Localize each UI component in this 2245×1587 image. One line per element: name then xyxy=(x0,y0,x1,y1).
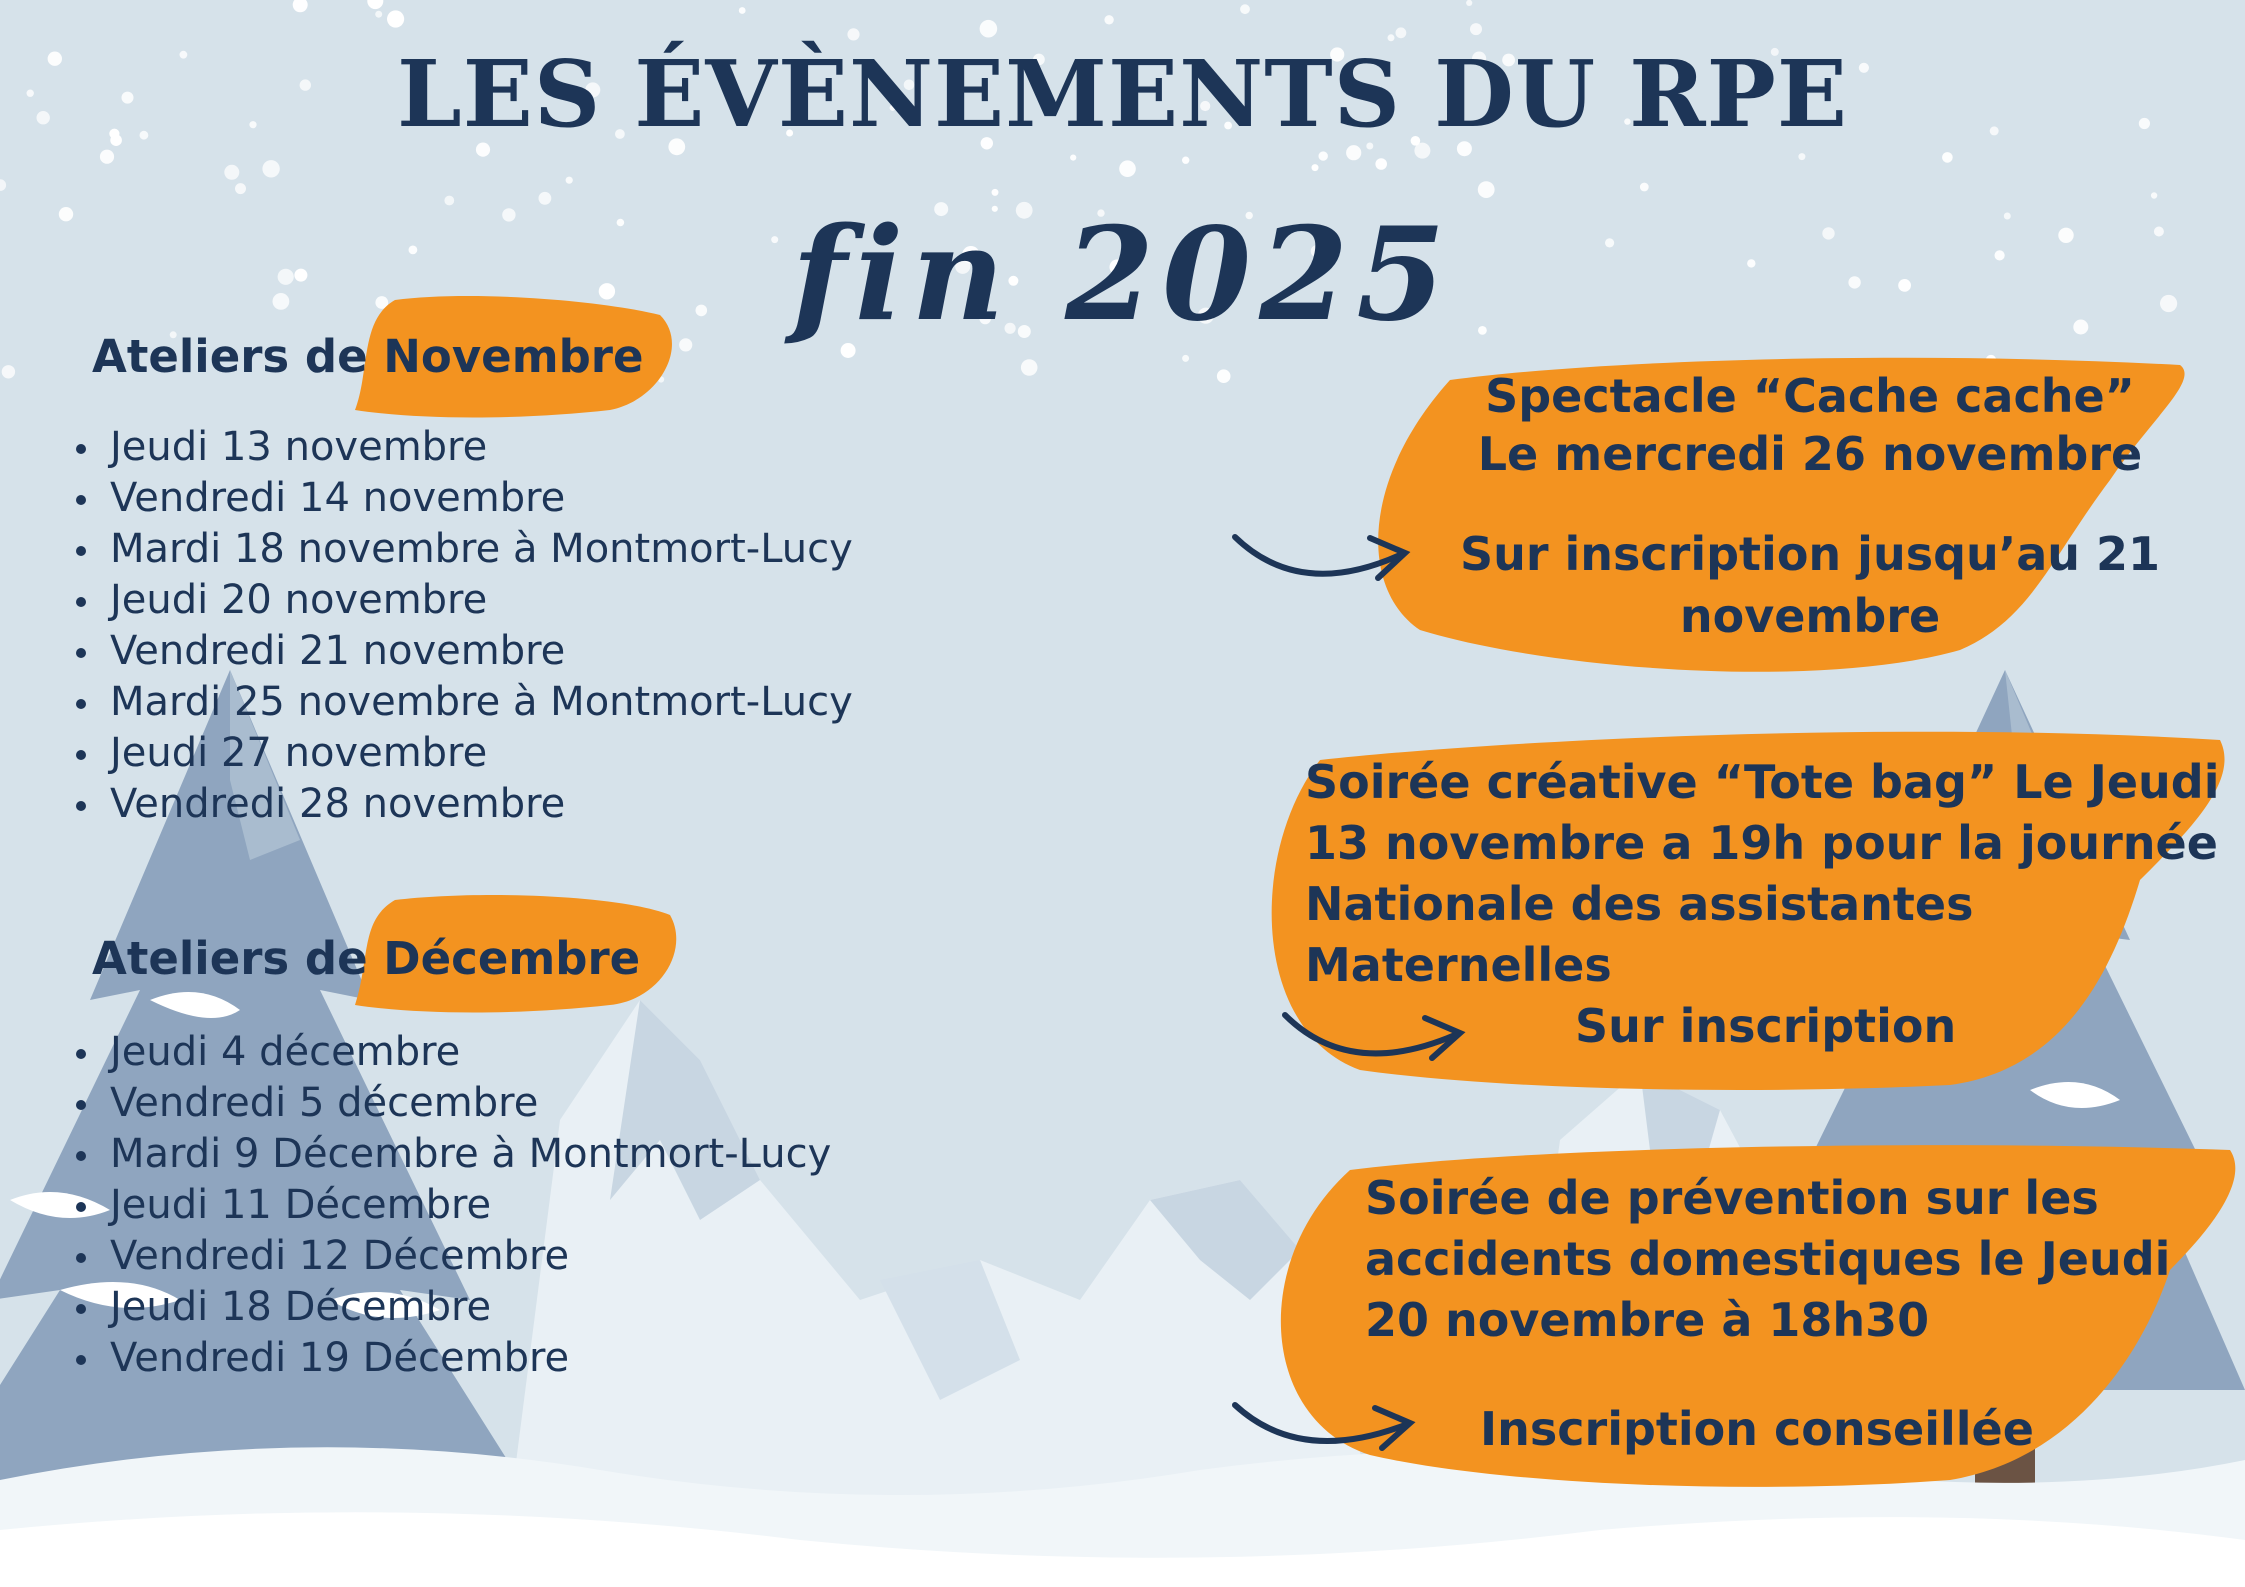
list-item: Vendredi 21 novembre xyxy=(70,626,853,677)
list-item: Jeudi 4 décembre xyxy=(70,1027,831,1078)
event-show-date: Le mercredi 26 novembre xyxy=(1477,427,2143,481)
list-item: Mardi 18 novembre à Montmort-Lucy xyxy=(70,524,853,575)
november-section-title: Ateliers de Novembre xyxy=(92,330,644,383)
event-tote-line: 13 novembre a 19h pour la journée xyxy=(1305,816,2218,870)
event-show-registration-end: novembre xyxy=(1679,589,1941,643)
list-item: Jeudi 13 novembre xyxy=(70,422,853,473)
list-item: Jeudi 11 Décembre xyxy=(70,1180,831,1231)
event-tote-line: Nationale des assistantes xyxy=(1305,877,1974,931)
page-title: LES ÉVÈNEMENTS DU RPE xyxy=(397,40,1848,148)
list-item: Jeudi 27 novembre xyxy=(70,728,853,779)
event-prevention-registration: Inscription conseillée xyxy=(1480,1402,2034,1456)
list-item: Vendredi 5 décembre xyxy=(70,1078,831,1129)
december-section-title: Ateliers de Décembre xyxy=(92,932,641,985)
list-item: Vendredi 14 novembre xyxy=(70,473,853,524)
event-tote-bag-evening xyxy=(1305,752,2235,1057)
november-workshop-list xyxy=(70,422,853,830)
list-item: Vendredi 12 Décembre xyxy=(70,1231,831,1282)
list-item: Jeudi 20 novembre xyxy=(70,575,853,626)
list-item: Mardi 25 novembre à Montmort-Lucy xyxy=(70,677,853,728)
event-tote-line: Soirée créative “Tote bag” Le Jeudi xyxy=(1305,755,2220,809)
list-item: Vendredi 28 novembre xyxy=(70,779,853,830)
list-item: Vendredi 19 Décembre xyxy=(70,1333,831,1384)
event-show-cache-cache xyxy=(1415,367,2205,647)
event-tote-registration: Sur inscription xyxy=(1575,999,1957,1053)
event-tote-line: Maternelles xyxy=(1305,938,1612,992)
page-subtitle: fin 2025 xyxy=(791,200,1454,350)
event-show-title: Spectacle “Cache cache” xyxy=(1485,369,2135,423)
list-item: Jeudi 18 Décembre xyxy=(70,1282,831,1333)
december-workshop-list xyxy=(70,1027,831,1384)
event-prevention-line: 20 novembre à 18h30 xyxy=(1365,1293,1930,1347)
event-prevention-line: accidents domestiques le Jeudi xyxy=(1365,1232,2171,1286)
event-prevention-evening xyxy=(1365,1168,2225,1460)
event-show-registration: Sur inscription jusqu’au 21 xyxy=(1459,527,2161,581)
list-item: Mardi 9 Décembre à Montmort-Lucy xyxy=(70,1129,831,1180)
event-prevention-line: Soirée de prévention sur les xyxy=(1365,1171,2099,1225)
